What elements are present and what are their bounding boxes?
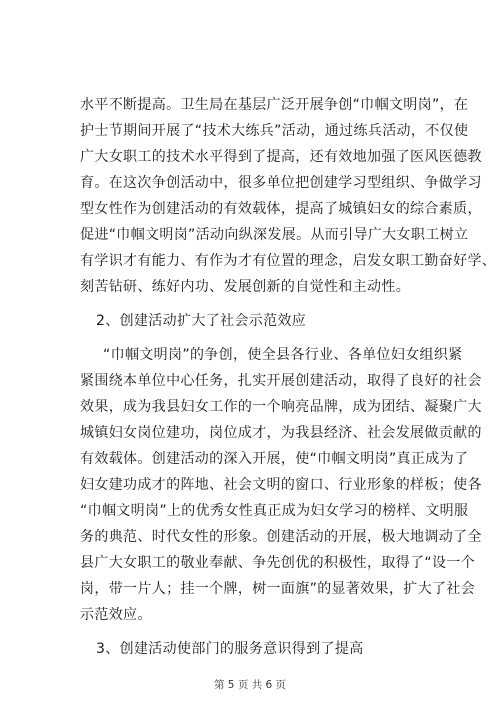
text-line: 效果，成为我县妇女工作的一个响亮品牌，成为团结、凝聚广大 [80, 399, 482, 415]
text-line: 务的典范、时代女性的形象。创建活动的开展，极大地调动了全 [80, 529, 482, 545]
text-line: 示范效应。 [80, 607, 152, 623]
text-line: 妇女建功成才的阵地、社会文明的窗口、行业形象的样板；使各 [80, 477, 482, 493]
text-line: 有学识才有能力、有作为才有位置的理念，启发女职工勤奋好学、 [80, 253, 497, 269]
text-line: 护士节期间开展了“技术大练兵”活动，通过练兵活动，不仅使 [80, 123, 469, 139]
text-line: 县广大女职工的敬业奉献、争先创优的积极性，取得了“设一个 [80, 555, 476, 571]
text-line: 有效载体。创建活动的深入开展，使“巾帼文明岗”真正成为了 [80, 451, 469, 467]
text-line: 促进“巾帼文明岗”活动向纵深发展。从而引导广大女职工树立 [80, 227, 469, 243]
text-line: 水平不断提高。卫生局在基层广泛开展争创“巾帼文明岗”，在 [80, 97, 469, 113]
section-heading: 3、创建活动使部门的服务意识得到了提高 [96, 641, 364, 657]
page-number: 第 5 页 共 6 页 [213, 679, 287, 691]
text-line: 城镇妇女岗位建功，岗位成才，为我县经济、社会发展做贡献的 [80, 425, 482, 441]
text-line: 紧围绕本单位中心任务，扎实开展创建活动，取得了良好的社会 [80, 373, 482, 389]
text-line: “巾帼文明岗”的争创，使全县各行业、各单位妇女组织紧 [103, 347, 463, 363]
text-line: “巾帼文明岗”上的优秀女性真正成为妇女学习的榜样、文明服 [80, 503, 469, 519]
text-line: 型女性作为创建活动的有效载体，提高了城镇妇女的综合素质， [80, 201, 482, 217]
text-line: 岗，带一片人；挂一个牌，树一面旗”的显著效果，扩大了社会 [80, 581, 476, 597]
text-line: 刻苦钻研、练好内功、发展创新的自觉性和主动性。 [80, 279, 411, 295]
section-heading: 2、创建活动扩大了社会示范效应 [96, 313, 307, 329]
text-line: 育。在这次争创活动中，很多单位把创建学习型组织、争做学习 [80, 175, 482, 191]
text-line: 广大女职工的技术水平得到了提高，还有效地加强了医风医德教 [80, 149, 482, 165]
